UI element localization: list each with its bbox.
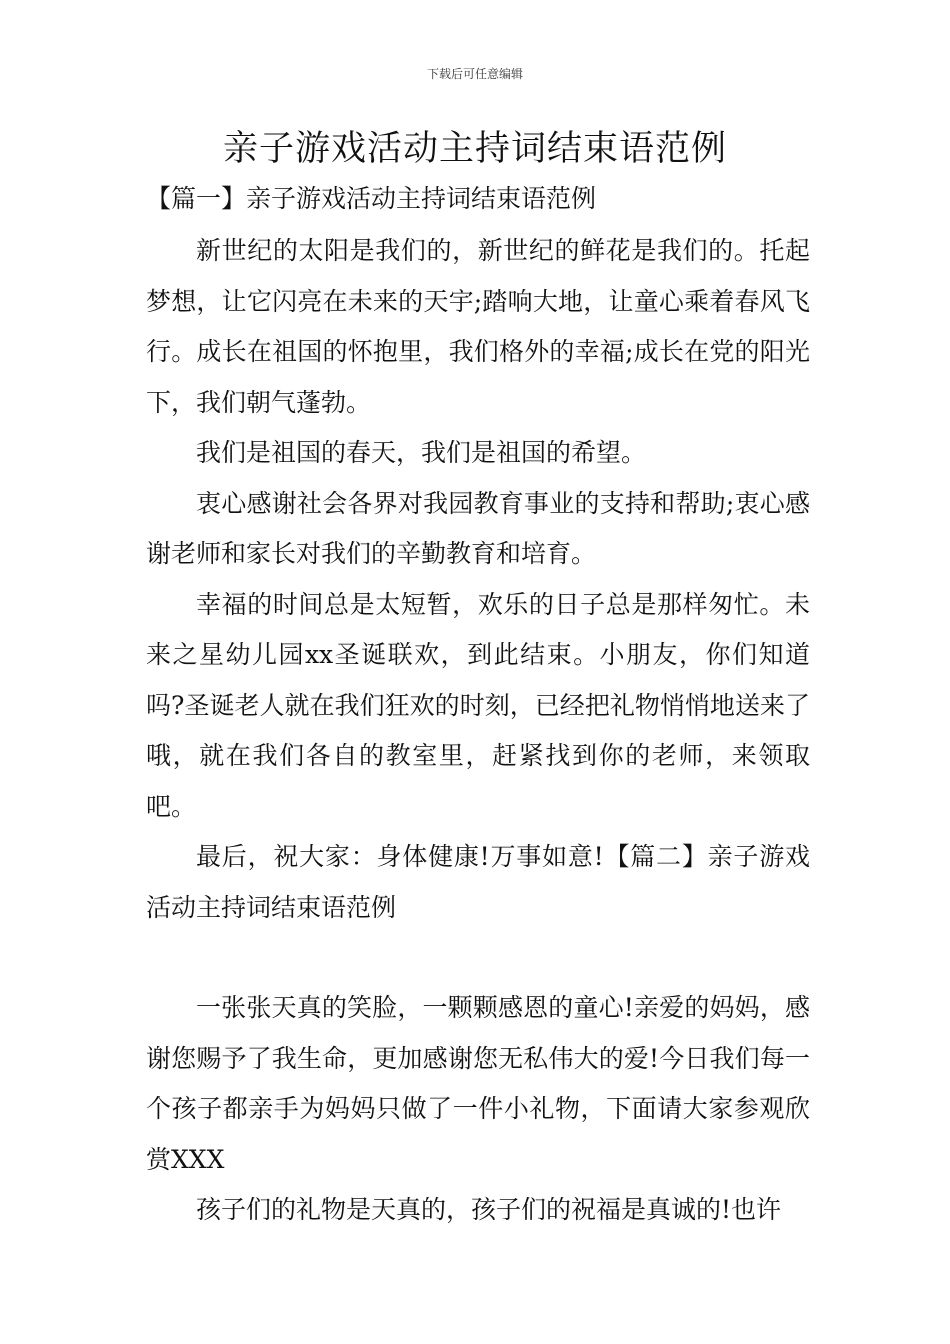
blank-line xyxy=(146,933,810,983)
document-body xyxy=(146,178,810,1236)
header-note: 下载后可任意编辑 xyxy=(426,67,523,81)
paragraph: 衷心感谢社会各界对我园教育事业的支持和帮助;衷心感谢老师和家长对我们的辛勤教育和培育。 xyxy=(146,488,810,568)
paragraph: 我们是祖国的春天，我们是祖国的希望。 xyxy=(196,438,647,467)
paragraph: 一张张天真的笑脸，一颗颗感恩的童心!亲爱的妈妈，感谢您赐予了我生命，更加感谢您无私伟大的爱!今日我们每一个孩子都亲手为妈妈只做了一件小礼物，下面请大家参观欣赏XXX xyxy=(146,993,810,1174)
paragraph: 幸福的时间总是太短暂，欢乐的日子总是那样匆忙。未来之星幼儿园xx圣诞联欢，到此结束。小朋友，你们知道吗?圣诞老人就在我们狂欢的时刻，已经把礼物悄悄地送来了哦，就在我们各自的教室里，赶紧找到你的老师，来领取吧。 xyxy=(146,589,810,821)
paragraph: 孩子们的礼物是天真的，孩子们的祝福是真诚的!也许 xyxy=(196,1195,782,1224)
paragraph: 新世纪的太阳是我们的，新世纪的鲜花是我们的。托起梦想，让它闪亮在未来的天宇;踏响大地，让童心乘着春风飞行。成长在祖国的怀抱里，我们格外的幸福;成长在党的阳光下，我们朝气蓬勃。 xyxy=(146,236,810,417)
paragraph: 最后，祝大家：身体健康!万事如意!【篇二】亲子游戏活动主持词结束语范例 xyxy=(146,842,810,922)
document-title: 亲子游戏活动主持词结束语范例 xyxy=(222,129,727,169)
section-heading: 【篇一】亲子游戏活动主持词结束语范例 xyxy=(146,184,597,213)
